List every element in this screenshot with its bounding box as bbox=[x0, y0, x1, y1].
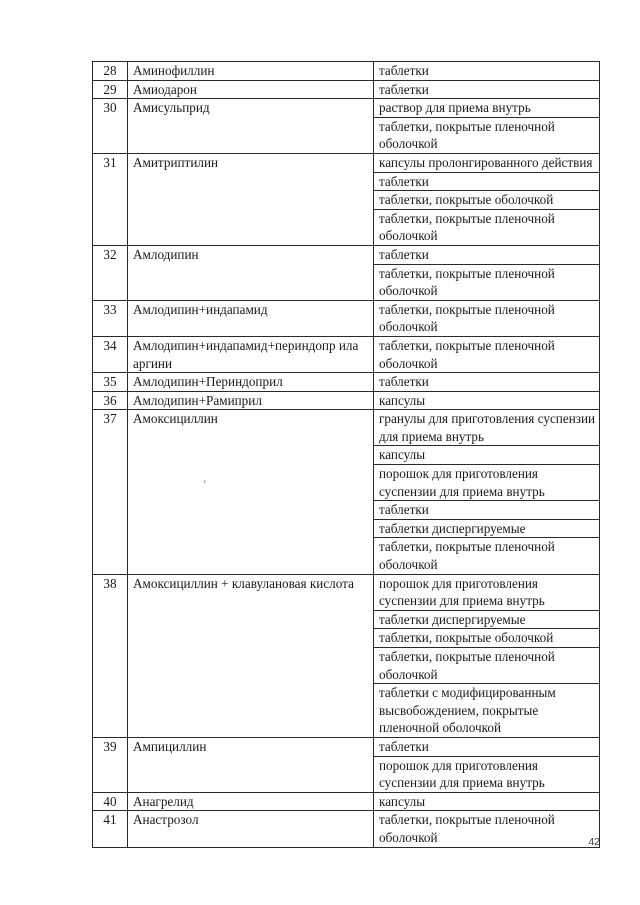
drug-list-table-body bbox=[93, 62, 600, 848]
drug-name-cell: Амлодипин+индапамид+периндопр ила аргини bbox=[128, 336, 374, 372]
table-row bbox=[93, 99, 600, 118]
dosage-form-cell: таблетки, покрытые пленочной оболочкой bbox=[374, 117, 600, 153]
dosage-form-cell: таблетки bbox=[374, 373, 600, 392]
dosage-form-cell: таблетки, покрытые пленочной оболочкой bbox=[374, 538, 600, 574]
table-row bbox=[93, 737, 600, 756]
dosage-form-cell: таблетки с модифицированным высвобождением, покрытые пленочной оболочкой bbox=[374, 684, 600, 738]
row-number-cell: 33 bbox=[93, 300, 128, 336]
dosage-form-cell: капсулы пролонгированного действия bbox=[374, 153, 600, 172]
dosage-form-cell: таблетки, покрытые пленочной оболочкой bbox=[374, 300, 600, 336]
stray-mark: › bbox=[203, 476, 206, 486]
dosage-form-cell: таблетки, покрытые пленочной оболочкой bbox=[374, 811, 600, 847]
dosage-form-cell: капсулы bbox=[374, 391, 600, 410]
dosage-form-cell: таблетки, покрытые пленочной оболочкой bbox=[374, 264, 600, 300]
table-row bbox=[93, 80, 600, 99]
dosage-form-cell: таблетки bbox=[374, 737, 600, 756]
dosage-form-cell: гранулы для приготовления суспензии для приема внутрь bbox=[374, 410, 600, 446]
dosage-form-cell: таблетки bbox=[374, 501, 600, 520]
dosage-form-cell: таблетки, покрытые пленочной оболочкой bbox=[374, 648, 600, 684]
dosage-form-cell: таблетки bbox=[374, 80, 600, 99]
table-row bbox=[93, 153, 600, 172]
dosage-form-cell: таблетки, покрытые оболочкой bbox=[374, 191, 600, 210]
drug-name-cell: Амлодипин bbox=[128, 245, 374, 300]
row-number-cell: 28 bbox=[93, 62, 128, 81]
table-row bbox=[93, 245, 600, 264]
table-row bbox=[93, 792, 600, 811]
drug-name-cell: Амиодарон bbox=[128, 80, 374, 99]
dosage-form-cell: таблетки, покрытые пленочной оболочкой bbox=[374, 336, 600, 372]
row-number-cell: 39 bbox=[93, 737, 128, 792]
dosage-form-cell: порошок для приготовления суспензии для приема внутрь bbox=[374, 465, 600, 501]
dosage-form-cell: капсулы bbox=[374, 792, 600, 811]
drug-name-cell: Амлодипин+Рамиприл bbox=[128, 391, 374, 410]
table-row bbox=[93, 300, 600, 336]
drug-name-cell: Амлодипин+Периндоприл bbox=[128, 373, 374, 392]
row-number-cell: 41 bbox=[93, 811, 128, 847]
row-number-cell: 34 bbox=[93, 336, 128, 372]
drug-name-cell: Амисульприд bbox=[128, 99, 374, 154]
dosage-form-cell: порошок для приготовления суспензии для приема внутрь bbox=[374, 574, 600, 610]
drug-name-cell: Анагрелид bbox=[128, 792, 374, 811]
drug-name-cell: Ампициллин bbox=[128, 737, 374, 792]
dosage-form-cell: таблетки bbox=[374, 245, 600, 264]
row-number-cell: 35 bbox=[93, 373, 128, 392]
dosage-form-cell: таблетки диспергируемые bbox=[374, 519, 600, 538]
table-row bbox=[93, 336, 600, 372]
row-number-cell: 31 bbox=[93, 153, 128, 245]
table-row bbox=[93, 391, 600, 410]
table-row bbox=[93, 373, 600, 392]
row-number-cell: 40 bbox=[93, 792, 128, 811]
table-row bbox=[93, 811, 600, 847]
dosage-form-cell: таблетки bbox=[374, 172, 600, 191]
row-number-cell: 32 bbox=[93, 245, 128, 300]
dosage-form-cell: таблетки, покрытые пленочной оболочкой bbox=[374, 209, 600, 245]
dosage-form-cell: порошок для приготовления суспензии для приема внутрь bbox=[374, 756, 600, 792]
dosage-form-cell: таблетки, покрытые оболочкой bbox=[374, 629, 600, 648]
drug-name-cell: Амитриптилин bbox=[128, 153, 374, 245]
page-number: 42 bbox=[588, 836, 600, 848]
row-number-cell: 29 bbox=[93, 80, 128, 99]
dosage-form-cell: капсулы bbox=[374, 446, 600, 465]
drug-name-cell: Амлодипин+индапамид bbox=[128, 300, 374, 336]
row-number-cell: 30 bbox=[93, 99, 128, 154]
drug-list-table bbox=[92, 61, 600, 848]
table-row bbox=[93, 410, 600, 446]
dosage-form-cell: таблетки диспергируемые bbox=[374, 610, 600, 629]
drug-name-cell: Аминофиллин bbox=[128, 62, 374, 81]
dosage-form-cell: раствор для приема внутрь bbox=[374, 99, 600, 118]
drug-name-cell: Амоксициллин + клавулановая кислота bbox=[128, 574, 374, 737]
row-number-cell: 38 bbox=[93, 574, 128, 737]
table-row bbox=[93, 62, 600, 81]
drug-name-cell: Амоксициллин bbox=[128, 410, 374, 574]
row-number-cell: 37 bbox=[93, 410, 128, 574]
table-row bbox=[93, 574, 600, 610]
dosage-form-cell: таблетки bbox=[374, 62, 600, 81]
drug-name-cell: Анастрозол bbox=[128, 811, 374, 847]
row-number-cell: 36 bbox=[93, 391, 128, 410]
